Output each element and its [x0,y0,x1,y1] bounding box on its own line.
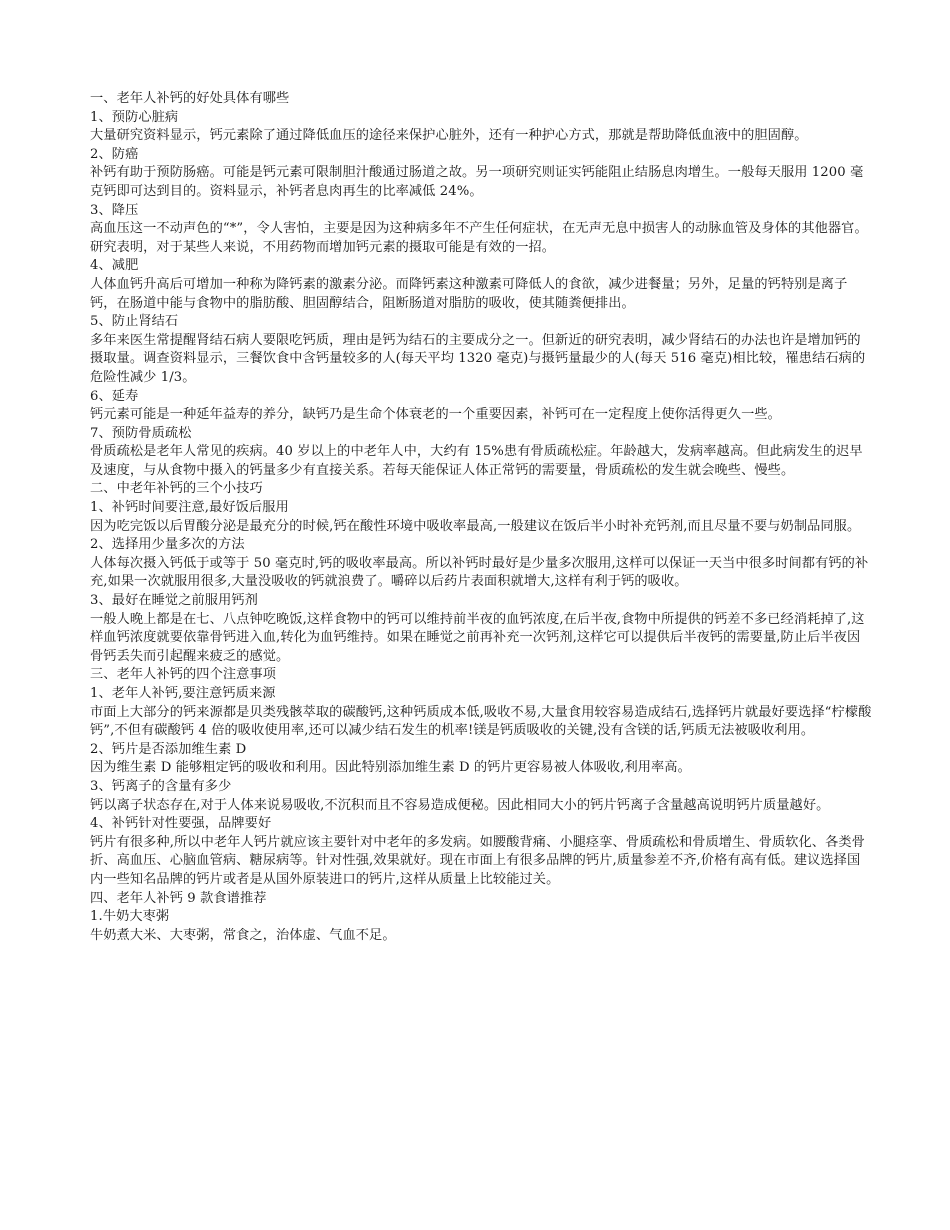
paragraph: 多年来医生常提醒肾结石病人要限吃钙质，理由是钙为结石的主要成分之一。但新近的研究表明，减少肾结石的办法也许是增加钙的摄取量。调查资料显示，三餐饮食中含钙量较多的人(每天平均 1320 毫克)与摄钙量最少的人(每天 516 毫克)相比较，罹患结石病的危险性减少 1/3。 [90,332,866,385]
section-heading-benefits: 一、老年人补钙的好处具体有哪些 [90,91,290,106]
subheading-milk-jujube-porridge: 1.牛奶大枣粥 [90,909,170,925]
paragraph: 因为吃完饭以后胃酸分泌是最充分的时候,钙在酸性环境中吸收率最高,一般建议在饭后半小时补充钙剂,而且尽量不要与奶制品同服。 [90,518,861,534]
paragraph: 大量研究资料显示，钙元素除了通过降低血压的途径来保护心脏外，还有一种护心方式，那就是帮助降低血液中的胆固醇。 [90,128,808,144]
paragraph: 市面上大部分的钙来源都是贝类残骸萃取的碳酸钙,这种钙质成本低,吸收不易,大量食用较容易造成结石,选择钙片就最好要选择“柠檬酸钙”,不但有碳酸钙 4 倍的吸收使用率,还可以减少结石发生的机率!镁是钙质吸收的关键,没有含镁的话,钙质无法被吸收利用。 [90,704,872,739]
paragraph: 因为维生素 D 能够粗定钙的吸收和利用。因此特别添加维生素 D 的钙片更容易被人体吸收,利用率高。 [90,760,691,776]
paragraph: 人体每次摄入钙低于或等于 50 毫克时,钙的吸收率最高。所以补钙时最好是少量多次服用,这样可以保证一天当中很多时间都有钙的补充,如果一次就服用很多,大量没吸收的钙就浪费了。嚼碎以后药片表面积就增大,这样有利于钙的吸收。 [90,555,869,590]
subheading-cancer: 2、防癌 [90,146,139,162]
paragraph: 钙以离子状态存在,对于人体来说易吸收,不沉积而且不容易造成便秘。因此相同大小的钙片钙离子含量越高说明钙片质量越好。 [90,797,830,813]
subheading-kidney-stones: 5、防止肾结石 [90,314,179,330]
subheading-weight-loss: 4、减肥 [90,258,139,274]
subheading-heart-disease: 1、预防心脏病 [90,109,179,125]
paragraph: 钙元素可能是一种延年益寿的养分，缺钙乃是生命个体衰老的一个重要因素，补钙可在一定程度上使你活得更久一些。 [90,407,781,423]
document-body [90,90,872,945]
subheading-longevity: 6、延寿 [90,388,139,404]
paragraph: 高血压这一不动声色的“*”，令人害怕，主要是因为这种病多年不产生任何症状，在无声无息中损害人的动脉血管及身体的其他器官。研究表明，对于某些人来说，不用药物而增加钙元素的摄取可能是有效的一招。 [90,221,868,255]
paragraph: 牛奶煮大米、大枣粥，常食之，治体虚、气血不足。 [90,927,396,943]
subheading-small-doses: 2、选择用少量多次的方法 [90,537,245,553]
paragraph: 补钙有助于预防肠癌。可能是钙元素可限制胆汁酸通过肠道之故。另一项研究则证实钙能阻止结肠息肉增生。一般每天服用 1200 毫克钙即可达到目的。资料显示，补钙者息肉再生的比率减低 24%。 [90,165,864,199]
paragraph: 骨质疏松是老年人常见的疾病。40 岁以上的中老年人中，大约有 15%患有骨质疏松症。年龄越大，发病率越高。但此病发生的迟早及速度，与从食物中摄入的钙量多少有直接关系。若每天能保证人体正常钙的需要量，骨质疏松的发生就会晚些、慢些。 [90,444,863,478]
paragraph: 人体血钙升高后可增加一种称为降钙素的激素分泌。而降钙素这种激素可降低人的食欲，减少进餐量；另外，足量的钙特别是离子钙，在肠道中能与食物中的脂肪酸、胆固醇结合，阻断肠道对脂肪的吸收，使其随粪便排出。 [90,276,848,311]
section-heading-tips: 二、中老年补钙的三个小技巧 [90,481,263,497]
paragraph: 一般人晚上都是在七、八点钟吃晚饭,这样食物中的钙可以维持前半夜的血钙浓度,在后半夜,食物中所提供的钙差不多已经消耗掉了,这样血钙浓度就要依靠骨钙进入血,转化为血钙维持。如果在睡觉之前再补充一次钙剂,这样它可以提供后半夜钙的需要量,防止后半夜因骨钙丢失而引起醒来疲乏的感觉。 [90,611,865,664]
section-heading-precautions: 三、老年人补钙的四个注意事项 [90,667,277,683]
subheading-calcium-source: 1、老年人补钙,要注意钙质来源 [90,686,276,701]
subheading-ion-content: 3、钙离子的含量有多少 [90,778,232,794]
paragraph: 钙片有很多种,所以中老年人钙片就应该主要针对中老年的多发病。如腰酸背痛、小腿痉挛、骨质疏松和骨质增生、骨质软化、各类骨折、高血压、心脑血管病、糖尿病等。针对性强,效果就好。现在市面上有很多品牌的钙片,质量参差不齐,价格有高有低。建议选择国内一些知名品牌的钙片或者是从国外原装进口的钙片,这样从质量上比较能过关。 [90,834,865,887]
subheading-brand: 4、补钙针对性要强，品牌要好 [90,816,272,832]
subheading-vitamin-d: 2、钙片是否添加维生素 D [90,741,247,757]
subheading-blood-pressure: 3、降压 [90,202,139,218]
subheading-timing: 1、补钙时间要注意,最好饭后服用 [90,500,289,516]
subheading-osteoporosis: 7、预防骨质疏松 [90,425,192,441]
subheading-before-sleep: 3、最好在睡觉之前服用钙剂 [90,593,258,609]
section-heading-recipes: 四、老年人补钙 9 款食谱推荐 [90,890,267,906]
